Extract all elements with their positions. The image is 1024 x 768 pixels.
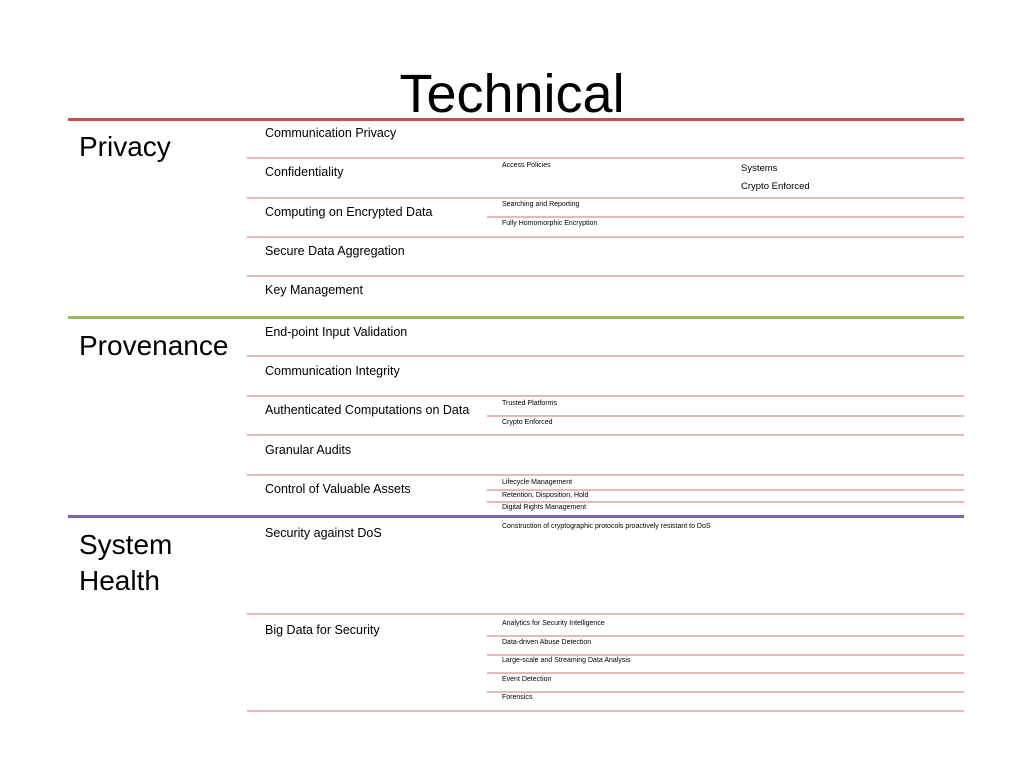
row-communication-integrity: Communication Integrity	[265, 364, 400, 378]
sub-access-policies: Access Policies	[502, 162, 551, 169]
sub-retention-disposition-hold: Retention, Disposition, Hold	[502, 492, 589, 499]
category-provenance: Provenance	[79, 330, 229, 361]
category-privacy: Privacy	[79, 131, 171, 162]
row-granular-audits: Granular Audits	[265, 443, 352, 457]
provenance-separator-line	[68, 316, 964, 319]
row-computing-on-encrypted-data: Computing on Encrypted Data	[265, 205, 433, 219]
sub-fully-homomorphic-encryption: Fully Homomorphic Encryption	[502, 220, 598, 227]
row-divider	[247, 157, 964, 159]
sub-analytics-for-security-intelligence: Analytics for Security Intelligence	[502, 620, 605, 627]
row-big-data-for-security: Big Data for Security	[265, 623, 380, 637]
sub-forensics: Forensics	[502, 694, 533, 701]
sub-dos-resistant-protocols: Construction of cryptographic protocols proactively resistant to DoS	[502, 523, 711, 530]
system-health-separator-line	[68, 515, 964, 518]
row-divider	[247, 395, 964, 397]
sub-crypto-enforced: Crypto Enforced	[502, 419, 553, 426]
sub-trusted-platforms: Trusted Platforms	[502, 400, 557, 407]
row-divider	[247, 197, 964, 199]
sub-divider	[487, 691, 964, 693]
sub-searching-and-reporting: Searching and Reporting	[502, 201, 580, 208]
privacy-separator-line	[68, 118, 964, 121]
row-security-against-dos: Security against DoS	[265, 526, 382, 540]
row-authenticated-computations-on-data: Authenticated Computations on Data	[265, 403, 470, 417]
sub-digital-rights-management: Digital Rights Management	[502, 504, 587, 511]
row-divider	[247, 613, 964, 615]
row-secure-data-aggregation: Secure Data Aggregation	[265, 244, 405, 258]
row-confidentiality: Confidentiality	[265, 165, 344, 179]
sub-event-detection: Event Detection	[502, 676, 552, 683]
category-system-health: System Health	[79, 529, 173, 596]
sub-divider	[487, 415, 964, 417]
row-divider	[247, 710, 964, 712]
row-end-point-input-validation: End-point Input Validation	[265, 325, 408, 339]
row-control-of-valuable-assets: Control of Valuable Assets	[265, 482, 411, 496]
sub-lifecycle-management: Lifecycle Management	[502, 479, 573, 486]
row-communication-privacy: Communication Privacy	[265, 126, 397, 140]
slide-title: Technical	[399, 64, 625, 124]
row-divider	[247, 434, 964, 436]
sub-divider	[487, 216, 964, 218]
row-divider	[247, 236, 964, 238]
side-systems: Systems	[741, 163, 778, 174]
row-divider	[247, 275, 964, 277]
row-key-management: Key Management	[265, 283, 363, 297]
sub-large-scale-streaming-data-analysis: Large-scale and Streaming Data Analysis	[502, 657, 631, 664]
sub-divider	[487, 672, 964, 674]
sub-data-driven-abuse-detection: Data-driven Abuse Detection	[502, 639, 592, 646]
row-divider	[247, 474, 964, 476]
side-crypto-enforced: Crypto Enforced	[741, 181, 810, 192]
row-divider	[247, 355, 964, 357]
sub-divider	[487, 635, 964, 637]
